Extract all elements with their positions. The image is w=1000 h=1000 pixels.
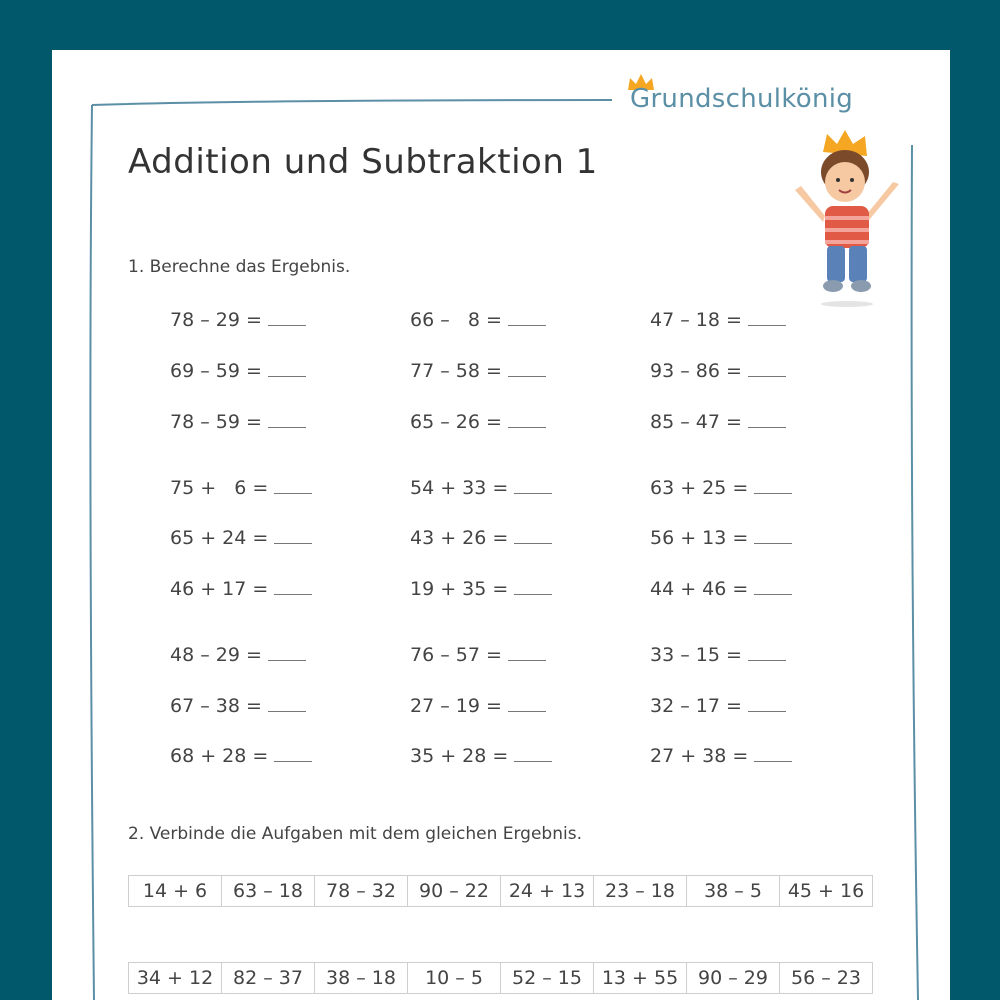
matching-cell[interactable]: 10 – 5: [408, 963, 501, 994]
answer-blank[interactable]: [748, 642, 786, 661]
answer-blank[interactable]: [268, 409, 306, 428]
answer-blank[interactable]: [748, 307, 786, 326]
equation: 48 – 29 =: [170, 642, 306, 666]
matching-cell[interactable]: 82 – 37: [222, 963, 315, 994]
answer-blank[interactable]: [754, 743, 792, 762]
task2-instruction: 2. Verbinde die Aufgaben mit dem gleichen Ergebnis.: [128, 824, 582, 844]
matching-cell[interactable]: 34 + 12: [129, 963, 222, 994]
matching-row-bottom: [128, 962, 873, 994]
equation: 77 – 58 =: [410, 358, 546, 382]
answer-blank[interactable]: [268, 307, 306, 326]
matching-cell[interactable]: 45 + 16: [780, 876, 873, 907]
equation: 66 – 8 =: [410, 307, 546, 331]
matching-cell[interactable]: 78 – 32: [315, 876, 408, 907]
answer-blank[interactable]: [508, 358, 546, 377]
matching-cell[interactable]: 14 + 6: [129, 876, 222, 907]
answer-blank[interactable]: [508, 693, 546, 712]
answer-blank[interactable]: [514, 475, 552, 494]
task1-instruction: 1. Berechne das Ergebnis.: [128, 257, 351, 277]
answer-blank[interactable]: [754, 576, 792, 595]
equation: 63 + 25 =: [650, 475, 792, 499]
equation: 46 + 17 =: [170, 576, 312, 600]
equation: 85 – 47 =: [650, 409, 786, 433]
answer-blank[interactable]: [268, 642, 306, 661]
equation: 47 – 18 =: [650, 307, 786, 331]
answer-blank[interactable]: [748, 693, 786, 712]
equation: 78 – 29 =: [170, 307, 306, 331]
matching-cell[interactable]: 13 + 55: [594, 963, 687, 994]
page-title: Addition und Subtraktion 1: [128, 142, 598, 182]
equation: 54 + 33 =: [410, 475, 552, 499]
matching-cell[interactable]: 63 – 18: [222, 876, 315, 907]
equation: 78 – 59 =: [170, 409, 306, 433]
brand-logo: Grundschulkönig: [630, 84, 854, 114]
equation: 69 – 59 =: [170, 358, 306, 382]
matching-cell[interactable]: 23 – 18: [594, 876, 687, 907]
answer-blank[interactable]: [514, 525, 552, 544]
answer-blank[interactable]: [514, 576, 552, 595]
equation: 65 – 26 =: [410, 409, 546, 433]
answer-blank[interactable]: [508, 642, 546, 661]
answer-blank[interactable]: [274, 743, 312, 762]
equation: 35 + 28 =: [410, 743, 552, 767]
answer-blank[interactable]: [274, 576, 312, 595]
answer-blank[interactable]: [754, 525, 792, 544]
matching-cell[interactable]: 90 – 29: [687, 963, 780, 994]
worksheet-page: [52, 50, 950, 1000]
matching-cell[interactable]: 52 – 15: [501, 963, 594, 994]
answer-blank[interactable]: [514, 743, 552, 762]
equation: 76 – 57 =: [410, 642, 546, 666]
matching-cell[interactable]: 38 – 5: [687, 876, 780, 907]
answer-blank[interactable]: [754, 475, 792, 494]
equation: 43 + 26 =: [410, 525, 552, 549]
equation: 19 + 35 =: [410, 576, 552, 600]
answer-blank[interactable]: [268, 358, 306, 377]
matching-cell[interactable]: 90 – 22: [408, 876, 501, 907]
answer-blank[interactable]: [508, 409, 546, 428]
answer-blank[interactable]: [268, 693, 306, 712]
equation: 67 – 38 =: [170, 693, 306, 717]
answer-blank[interactable]: [274, 475, 312, 494]
matching-row-top: [128, 875, 873, 907]
equation: 75 + 6 =: [170, 475, 312, 499]
answer-blank[interactable]: [748, 409, 786, 428]
equation: 65 + 24 =: [170, 525, 312, 549]
answer-blank[interactable]: [508, 307, 546, 326]
equation: 27 – 19 =: [410, 693, 546, 717]
answer-blank[interactable]: [748, 358, 786, 377]
answer-blank[interactable]: [274, 525, 312, 544]
equation: 27 + 38 =: [650, 743, 792, 767]
equation: 33 – 15 =: [650, 642, 786, 666]
equation: 68 + 28 =: [170, 743, 312, 767]
equation: 93 – 86 =: [650, 358, 786, 382]
jumping-boy-illustration: [787, 130, 907, 310]
equation: 32 – 17 =: [650, 693, 786, 717]
matching-cell[interactable]: 56 – 23: [780, 963, 873, 994]
matching-cell[interactable]: 24 + 13: [501, 876, 594, 907]
matching-cell[interactable]: 38 – 18: [315, 963, 408, 994]
equation: 44 + 46 =: [650, 576, 792, 600]
equation: 56 + 13 =: [650, 525, 792, 549]
